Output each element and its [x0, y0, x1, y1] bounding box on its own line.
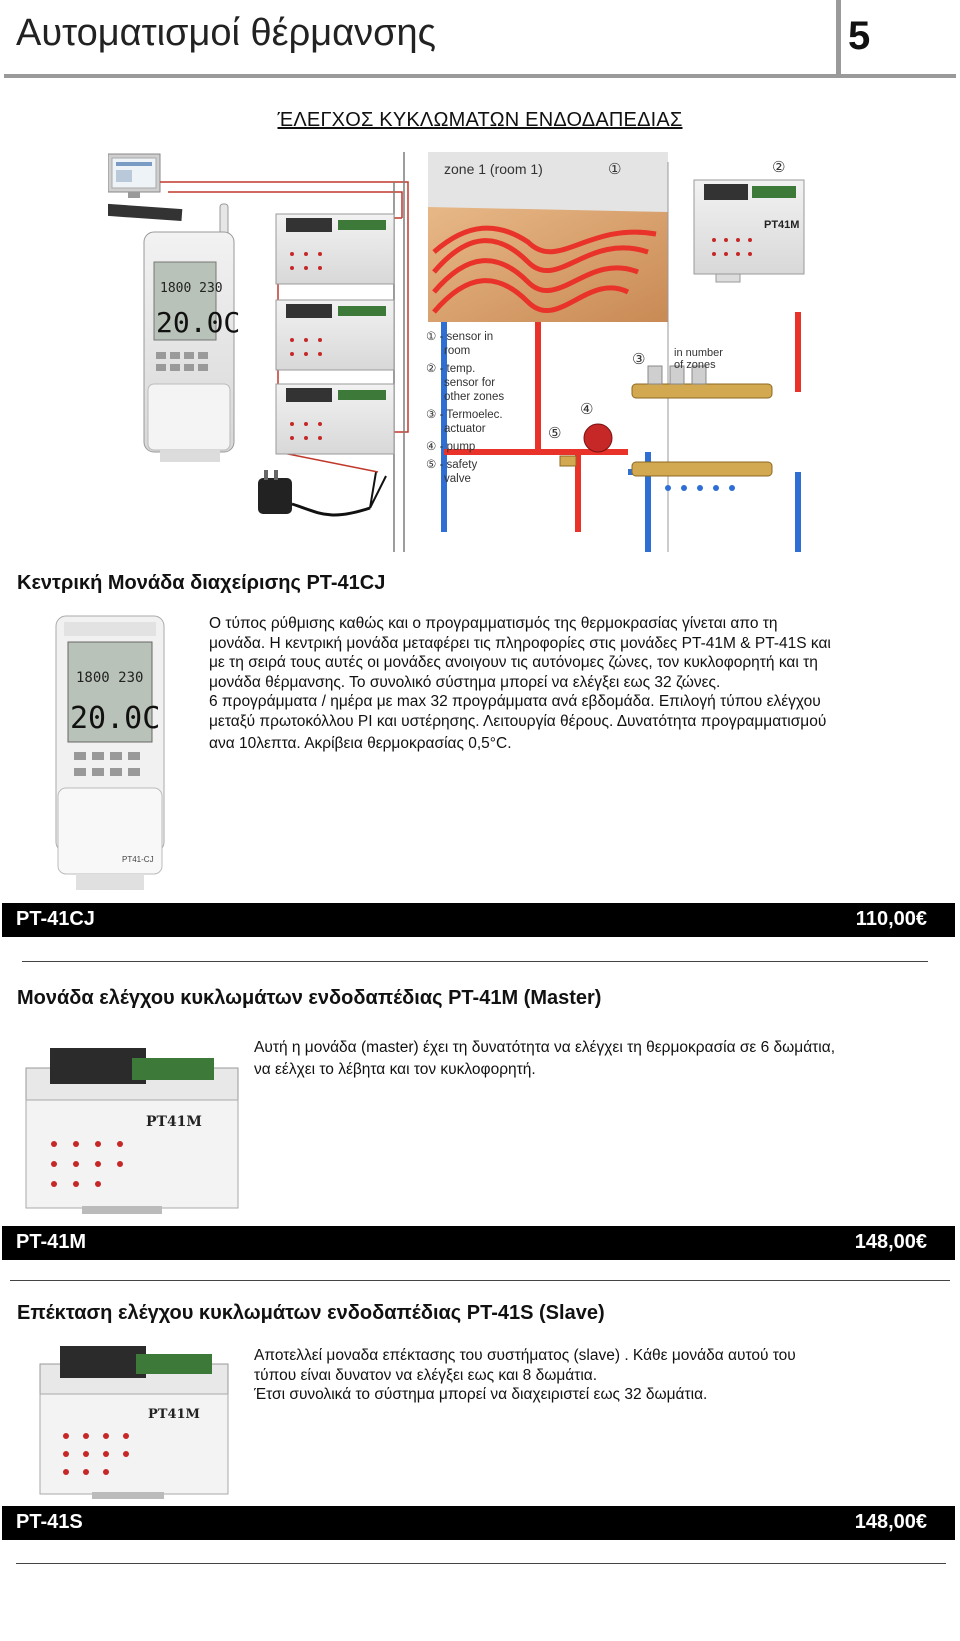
pt41cj-model: PT41-CJ — [122, 855, 154, 864]
pipes — [444, 312, 798, 552]
safety-valve — [548, 425, 576, 466]
svg-text:⑤: ⑤ — [548, 425, 562, 442]
svg-text:in number: in number — [674, 347, 723, 359]
desc-line: με τη σειρά τους αυτές οι μονάδες ανοιγουν τις αυτόνομες ζώνες, τον κυκλοφορητή και τη — [209, 654, 818, 671]
svg-text:⑤ - safety: ⑤ - safety — [426, 459, 478, 471]
header-divider — [836, 0, 841, 78]
module-stack — [276, 214, 394, 454]
pt41m-image — [22, 1040, 242, 1215]
svg-text:actuator: actuator — [444, 423, 486, 435]
pump — [580, 401, 612, 452]
svg-text:② - temp.: ② - temp. — [426, 363, 476, 375]
svg-text:④ - pump: ④ - pump — [426, 441, 476, 453]
product-desc-pt41m — [254, 1037, 934, 1081]
product-name: PT-41M — [16, 1231, 87, 1253]
svg-text:of zones: of zones — [674, 359, 716, 371]
computer-icon — [108, 154, 182, 221]
svg-text:1800 230: 1800 230 — [160, 281, 223, 296]
price-bar-pt41s — [2, 1506, 955, 1540]
svg-text:③: ③ — [632, 351, 646, 368]
desc-line: τύπου είναι δυνατον να ελέγξει εως και 8 δωμάτια. — [254, 1366, 598, 1384]
diagram-legend — [426, 331, 504, 485]
diagram-pt41m — [694, 180, 804, 282]
svg-text:③ - Termoelec.: ③ - Termoelec. — [426, 409, 503, 421]
system-diagram — [108, 152, 870, 572]
desc-line: Έτσι συνολικά το σύστημα μπορεί να διαχειριστεί εως 32 δωμάτια. — [254, 1386, 708, 1403]
central-unit-small — [144, 204, 240, 462]
page-number: 5 — [848, 14, 871, 58]
page-title: Αυτοματισμοί θέρμανσης — [16, 12, 436, 54]
separator — [10, 1280, 950, 1281]
svg-text:sensor for: sensor for — [444, 377, 496, 389]
desc-line: ανα 10λεπτα. Ακρίβεια θερμοκρασίας 0,5°C. — [209, 735, 512, 752]
product-name: PT-41S — [16, 1511, 83, 1533]
product-title-pt41m: Μονάδα ελέγχου κυκλωμάτων ενδοδαπέδιας PT-41M (Master) — [17, 987, 602, 1009]
price-bar-pt41cj — [2, 903, 955, 937]
product-price: 148,00€ — [854, 1231, 927, 1253]
svg-text:valve: valve — [444, 473, 471, 485]
price-bar-pt41m — [2, 1226, 955, 1260]
pt41s-image — [36, 1340, 232, 1500]
product-title-pt41s: Επέκταση ελέγχου κυκλωμάτων ενδοδαπέδιας PT-41S (Slave) — [17, 1302, 605, 1324]
pt41cj-image — [52, 612, 170, 894]
separator — [22, 961, 928, 962]
product-price: 110,00€ — [855, 908, 927, 930]
svg-text:①: ① — [608, 161, 622, 178]
zone-label: zone 1 (room 1) — [444, 161, 543, 177]
product-desc-pt41cj — [209, 614, 909, 754]
desc-line: μονάδα θέρμανσης. Το συνολικό σύστημα μπορεί να ελέγξει εως 32 ζώνες. — [209, 673, 721, 691]
pt41cj-display-temp: 20.0C — [70, 701, 161, 736]
power-adapter-icon — [258, 470, 386, 515]
desc-line: να εέλχει το λέβητα και τον κυκλοφορητή. — [254, 1061, 536, 1078]
svg-text:PT41M: PT41M — [764, 219, 800, 231]
desc-line: Αυτή η μονάδα (master) έχει τη δυνατότητα να ελέγχει τη θερμοκρασία σε 6 δωμάτια, — [254, 1039, 836, 1056]
pt41m-label: PT41M — [146, 1114, 202, 1130]
svg-text:④: ④ — [580, 401, 594, 418]
separator — [16, 1563, 946, 1564]
desc-line: μεταξύ πρωτοκόλλου PI και υστέρησης. Λειτουργία θέρους. Δυνατότητα προγραμματισμού — [209, 712, 827, 730]
manifold — [632, 347, 772, 491]
desc-line: Αποτελλεί μοναδα επέκτασης του συστήματος (slave) . Κάθε μονάδα αυτού του — [254, 1347, 796, 1364]
svg-text:20.0C: 20.0C — [156, 306, 241, 339]
product-name: PT-41CJ — [16, 908, 95, 930]
svg-text:room: room — [444, 345, 471, 357]
section-heading: ΈΛΕΓΧΟΣ ΚΥΚΛΩΜΑΤΩΝ ΕΝΔΟΔΑΠΕΔΙΑΣ — [277, 109, 683, 131]
floor-heating-zone — [428, 152, 668, 322]
svg-text:other zones: other zones — [444, 391, 505, 403]
header-rule — [4, 74, 956, 78]
svg-text:① - sensor in: ① - sensor in — [426, 331, 494, 343]
pt41s-label: PT41M — [148, 1407, 200, 1422]
pt41cj-display-time: 1800 230 — [76, 670, 144, 686]
product-desc-pt41s — [254, 1346, 934, 1405]
product-title-pt41cj: Κεντρική Μονάδα διαχείρισης PT-41CJ — [17, 572, 386, 594]
product-price: 148,00€ — [854, 1511, 927, 1533]
page-header — [0, 0, 960, 80]
desc-line: μονάδα. Η κεντρική μονάδα μεταφέρει τις πληροφορίες στις μονάδες PT-41M & PT-41S και — [209, 634, 831, 652]
svg-text:②: ② — [772, 159, 786, 176]
desc-line: 6 προγράμματα / ημέρα με max 32 προγράμματα ανά εβδομάδα. Επιλογή τύπου ελέγχου — [209, 693, 821, 710]
desc-line: Ο τύπος ρύθμισης καθώς και ο προγραμματισμός της θερμοκρασίας γίνεται απο τη — [209, 615, 778, 632]
